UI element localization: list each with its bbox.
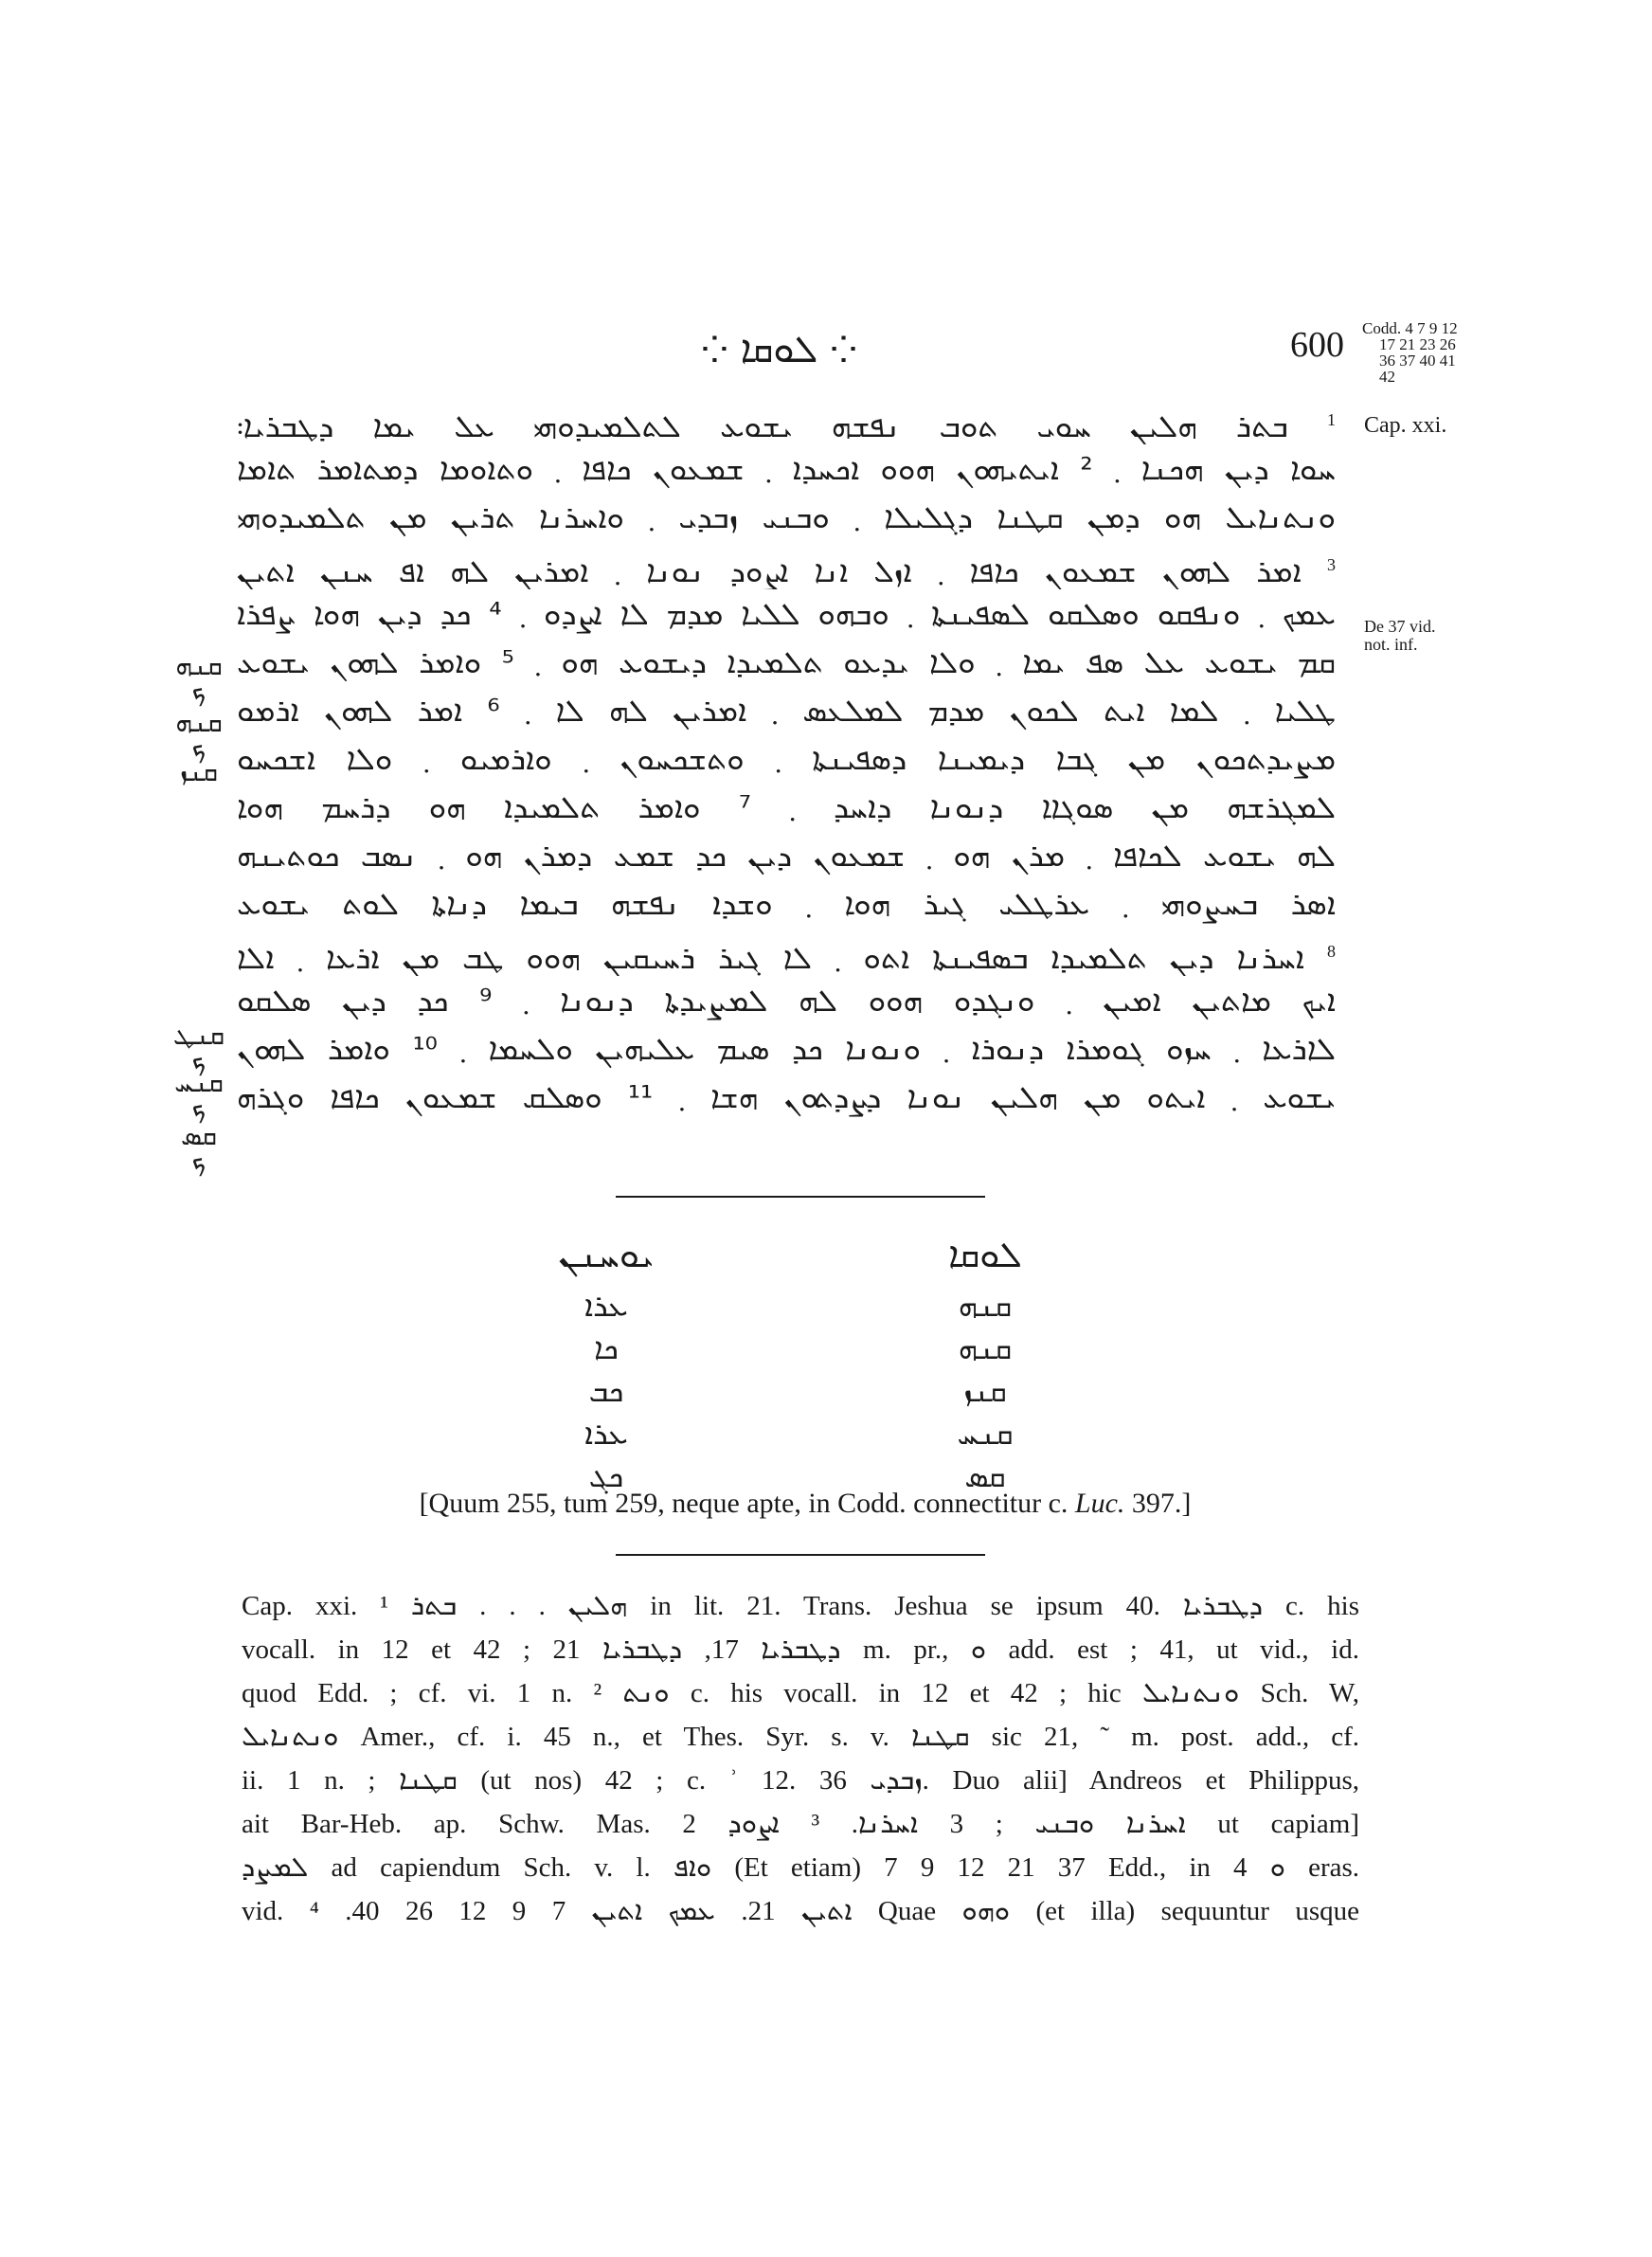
- syriac-line: [237, 831, 1336, 879]
- bracket-note: [332, 1488, 1279, 1520]
- syriac-line: [237, 396, 1336, 444]
- syriac-line: [237, 1073, 1336, 1121]
- syriac-line-text: ܡܨܝܕܬܟܘܢ ܡܢ ܓܒܐ ܕܝܡܝܢܐ ܕܣܦܝܢܬܐ ܂ ܘܬܫܟܚܘܢ ܂ ܘܐܪܡܝܘ ܂ ܘܠܐ ܐܫܟܚܘ: [237, 740, 1336, 777]
- column-header: ܠܘܩܐ: [948, 1234, 1022, 1275]
- syriac-line-text: ܠܐܪܥܐ ܂ ܚܙܘ ܓܘܡܪܐ ܕܢܘܪܐ ܂ ܘܢܘܢܐ ܟܕ ܣܝܡ ܥܠܝܗܝܢ ܘܠܚܡܐ ܂ ¹⁰ ܘܐܡܪ ܠܗܘܢ: [237, 1030, 1336, 1067]
- syriac-line-text: ܛܠܝܐ ܂ ܠܡܐ ܐܝܬ ܠܟܘܢ ܡܕܡ ܠܡܠܥܣ ܂ ܐܡܪܝܢ ܠܗ ܠܐ ܂ ⁶ ܐܡܪ ܠܗܘܢ ܐܪܡܘ: [237, 692, 1336, 729]
- codices-line: 36 37 40 41: [1379, 352, 1456, 370]
- apparatus-line: Cap. xxi. ¹ ܗܠܝܢ . . . ܒܬܪ in lit. 21. Trans. Jeshua se ipsum 40. ܕܛܒܪܝܐ c. his: [242, 1591, 1359, 1621]
- apparatus-line: ܠܡܨܕ ad capiendum Sch. v. l. ܘܐܦ (Et etiam) 7 9 12 21 37 Edd., in 4 ܘ eras.: [242, 1852, 1359, 1883]
- syriac-line-text: ܩܡ ܝܫܘܥ ܥܠ ܣܦ ܝܡܐ ܂ ܘܠܐ ܝܕܥܘ ܬܠܡܝܕܐ ܕܝܫܘܥ ܗܘ ܂ ⁵ ܘܐܡܪ ܠܗܘܢ ܝܫܘܥ: [237, 643, 1336, 680]
- apparatus-line: ait Bar-Heb. ap. Schw. Mas. 2 ܐܚܪܢܐ ܘܒܢܝ ; 3 ܐܚܪܢܐ. ³ ܐܨܘܕ ut capiam]: [242, 1809, 1359, 1839]
- table-cell: ܩܢܗ: [958, 1330, 1013, 1366]
- column-header: ܝܘܚܢܢ: [558, 1234, 655, 1275]
- divider-rule: [616, 1554, 985, 1556]
- bracket-note-italic: Luc.: [1074, 1488, 1125, 1519]
- syriac-line-text: ܥܡܟ ܂ ܘܢܦܩܘ ܘܣܠܩܘ ܠܣܦܝܢܬܐ ܂ ܘܒܗܘ ܠܠܝܐ ܡܕܡ ܠܐ ܐܨܕܘ ܂ ⁴ ܟܕ ܕܝܢ ܗܘܐ ܨܦܪܐ: [237, 595, 1336, 632]
- side-note: [1364, 618, 1436, 654]
- marginal-section-mark: ܩܢܗ ܟ: [175, 650, 223, 706]
- table-column-left: [530, 1224, 682, 1498]
- codices-line: 42: [1379, 368, 1395, 386]
- syriac-line-text: ܠܗ ܝܫܘܥ ܠܟܐܦܐ ܂ ܡܪܢ ܗܘ ܂ ܫܡܥܘܢ ܕܝܢ ܟܕ ܫܡܥ ܕܡܪܢ ܗܘ ܂ ܢܣܒ ܟܘܬܝܢܗ: [237, 837, 1336, 874]
- apparatus-line: vid. ܐܬܝܢ 21. ܥܡܟ ܐܬܝܢ 7 9 12 26 40. ⁴ Quae ܘܗܘ (et illa) sequuntur usque: [242, 1896, 1359, 1926]
- codices-note: [1362, 320, 1504, 385]
- syriac-line: [237, 879, 1336, 928]
- codices-line: Codd. 4 7 9 12: [1362, 319, 1458, 337]
- table-column-right: [909, 1224, 1061, 1498]
- marginal-section-mark: ܩܢܛ ܟ: [172, 1020, 225, 1075]
- table-cell: ܟܒ: [588, 1373, 624, 1409]
- page-number: 600: [1290, 325, 1344, 365]
- apparatus-line: ii. 1 n. ; ܩܛܢܐ (ut nos) 42 ; c. ʾ 12. ܙܒܕܝ 36. Duo alii] Andreos et Philippus,: [242, 1765, 1359, 1796]
- verse-number: 8: [1326, 942, 1336, 961]
- side-note-line: not. inf.: [1364, 635, 1418, 654]
- table-cell: ܥܪܐ: [584, 1416, 628, 1452]
- divider-rule: [616, 1196, 985, 1198]
- syriac-line: [237, 783, 1336, 831]
- marginal-section-mark: ܩܣ ܟ: [181, 1120, 217, 1176]
- table-cell: ܩܢܗ: [958, 1288, 1013, 1324]
- apparatus-line: quod Edd. ; cf. vi. 1 n. ² ܘܢܬ c. his vocall. in 12 et 42 ; hic ܘܢܬܢܐܝܠ Sch. W,: [242, 1678, 1359, 1708]
- syriac-line: [237, 444, 1336, 493]
- codices-line: 17 21 23 26: [1379, 335, 1456, 353]
- syriac-line: [237, 686, 1336, 734]
- apparatus-line: ܘܢܬܢܐܝܠ Amer., cf. i. 45 n., et Thes. Syr. s. v. ܩܛܢܐ sic 21, ˜ m. post. add., cf.: [242, 1722, 1359, 1752]
- syriac-line-text: ܐܚܪܢܐ ܕܝܢ ܬܠܡܝܕܐ ܒܣܦܝܢܬܐ ܐܬܘ ܂ ܠܐ ܓܝܪ ܪܚܝܩܝܢ ܗܘܘ ܛܒ ܡܢ ܐܪܥܐ ܂ ܐܠܐ: [237, 939, 1305, 976]
- syriac-line-text: ܒܬܪ ܗܠܝܢ ܚܘܝ ܬܘܒ ܢܦܫܗ ܝܫܘܥ ܠܬܠܡܝܕܘܗܝ ܥܠ ܝܡܐ ܕܛܒܪܝܐ܃: [237, 407, 1288, 444]
- table-cell: ܟܓ: [588, 1458, 624, 1494]
- side-note-line: De 37 vid.: [1364, 617, 1436, 636]
- syriac-line: [237, 734, 1336, 783]
- table-cell: ܩܢܙ: [963, 1373, 1007, 1409]
- syriac-line: [237, 541, 1336, 589]
- critical-apparatus: [242, 1584, 1359, 1933]
- syriac-text-block: [237, 396, 1336, 1121]
- syriac-line: [237, 493, 1336, 541]
- syriac-line: [237, 928, 1336, 976]
- syriac-line: [237, 589, 1336, 638]
- syriac-line-text: ܐܝܟ ܡܐܬܝܢ ܐܡܝܢ ܂ ܘܢܓܕܘ ܗܘܘ ܠܗ ܠܡܨܝܕܬܐ ܕܢܘܢܐ ܂ ⁹ ܟܕ ܕܝܢ ܣܠܩܘ: [237, 982, 1336, 1019]
- marginal-section-mark: ܩܢܚ ܟ: [174, 1067, 224, 1123]
- table-cell: ܩܢܚ: [957, 1416, 1014, 1452]
- verse-number: 1: [1326, 410, 1336, 429]
- apparatus-line: vocall. in 12 et 42 ; ܕܛܒܪܝܐ 17, ܕܛܒܪܝܐ 21 m. pr., ܘ add. est ; 41, ut vid., id.: [242, 1634, 1359, 1665]
- table-cell: ܟܐ: [594, 1330, 619, 1366]
- syriac-line-text: ܝܫܘܥ ܂ ܐܝܬܘ ܡܢ ܗܠܝܢ ܢܘܢܐ ܕܨܕܬܘܢ ܗܫܐ ܂ ¹¹ ܘܣܠܩ ܫܡܥܘܢ ܟܐܦܐ ܘܓܪܗ: [237, 1078, 1336, 1115]
- bracket-note-text: [Quum 255, tum 259, neque apte, in Codd. connectitur c.: [419, 1488, 1075, 1519]
- syriac-line-text: ܐܣܪ ܒܚܨܘܗܝ ܂ ܥܪܛܠܝ ܓܝܪ ܗܘܐ ܂ ܘܫܕܐ ܢܦܫܗ ܒܝܡܐ ܕܢܐܬܐ ܠܘܬ ܝܫܘܥ: [237, 885, 1336, 922]
- syriac-line: [237, 976, 1336, 1024]
- syriac-line: [237, 1024, 1336, 1073]
- verse-number: 3: [1327, 555, 1336, 574]
- bracket-note-text: 397.]: [1124, 1488, 1192, 1519]
- syriac-line-text: ܚܘܐ ܕܝܢ ܗܟܢܐ ܂ ² ܐܝܬܝܗܘܢ ܗܘܘ ܐܟܚܕܐ ܂ ܫܡܥܘܢ ܟܐܦܐ ܂ ܘܬܐܘܡܐ ܕܡܬܐܡܪ ܬܐܡܐ: [237, 450, 1336, 487]
- table-cell: ܩܣ: [964, 1458, 1006, 1494]
- marginal-section-mark: ܩܢܗ ܟ ܩܢܙ: [175, 707, 223, 787]
- table-cell: ܥܪܐ: [584, 1288, 628, 1324]
- syriac-line-text: ܐܡܪ ܠܗܘܢ ܫܡܥܘܢ ܟܐܦܐ ܂ ܐܙܠ ܐܢܐ ܐܨܘܕ ܢܘܢܐ ܂ ܐܡܪܝܢ ܠܗ ܐܦ ܚܢܢ ܐܬܝܢ: [237, 552, 1302, 589]
- chapter-label: Cap. xxi.: [1364, 413, 1447, 438]
- syriac-line: [237, 638, 1336, 686]
- syriac-line-text: ܠܡܓܪܫܗ ܡܢ ܣܘܓܐܐ ܕܢܘܢܐ ܕܐܚܕ ܂ ⁷ ܘܐܡܪ ܬܠܡܝܕܐ ܗܘ ܕܪܚܡ ܗܘܐ: [237, 788, 1336, 825]
- running-head: ⁘ ܠܘܩܐ ⁘: [701, 328, 857, 371]
- syriac-line-text: ܘܢܬܢܐܝܠ ܗܘ ܕܡܢ ܩܛܢܐ ܕܓܠܝܠܐ ܂ ܘܒܢܝ ܙܒܕܝ ܂ ܘܐܚܪܢܐ ܬܪܝܢ ܡܢ ܬܠܡܝܕܘܗܝ: [237, 498, 1336, 535]
